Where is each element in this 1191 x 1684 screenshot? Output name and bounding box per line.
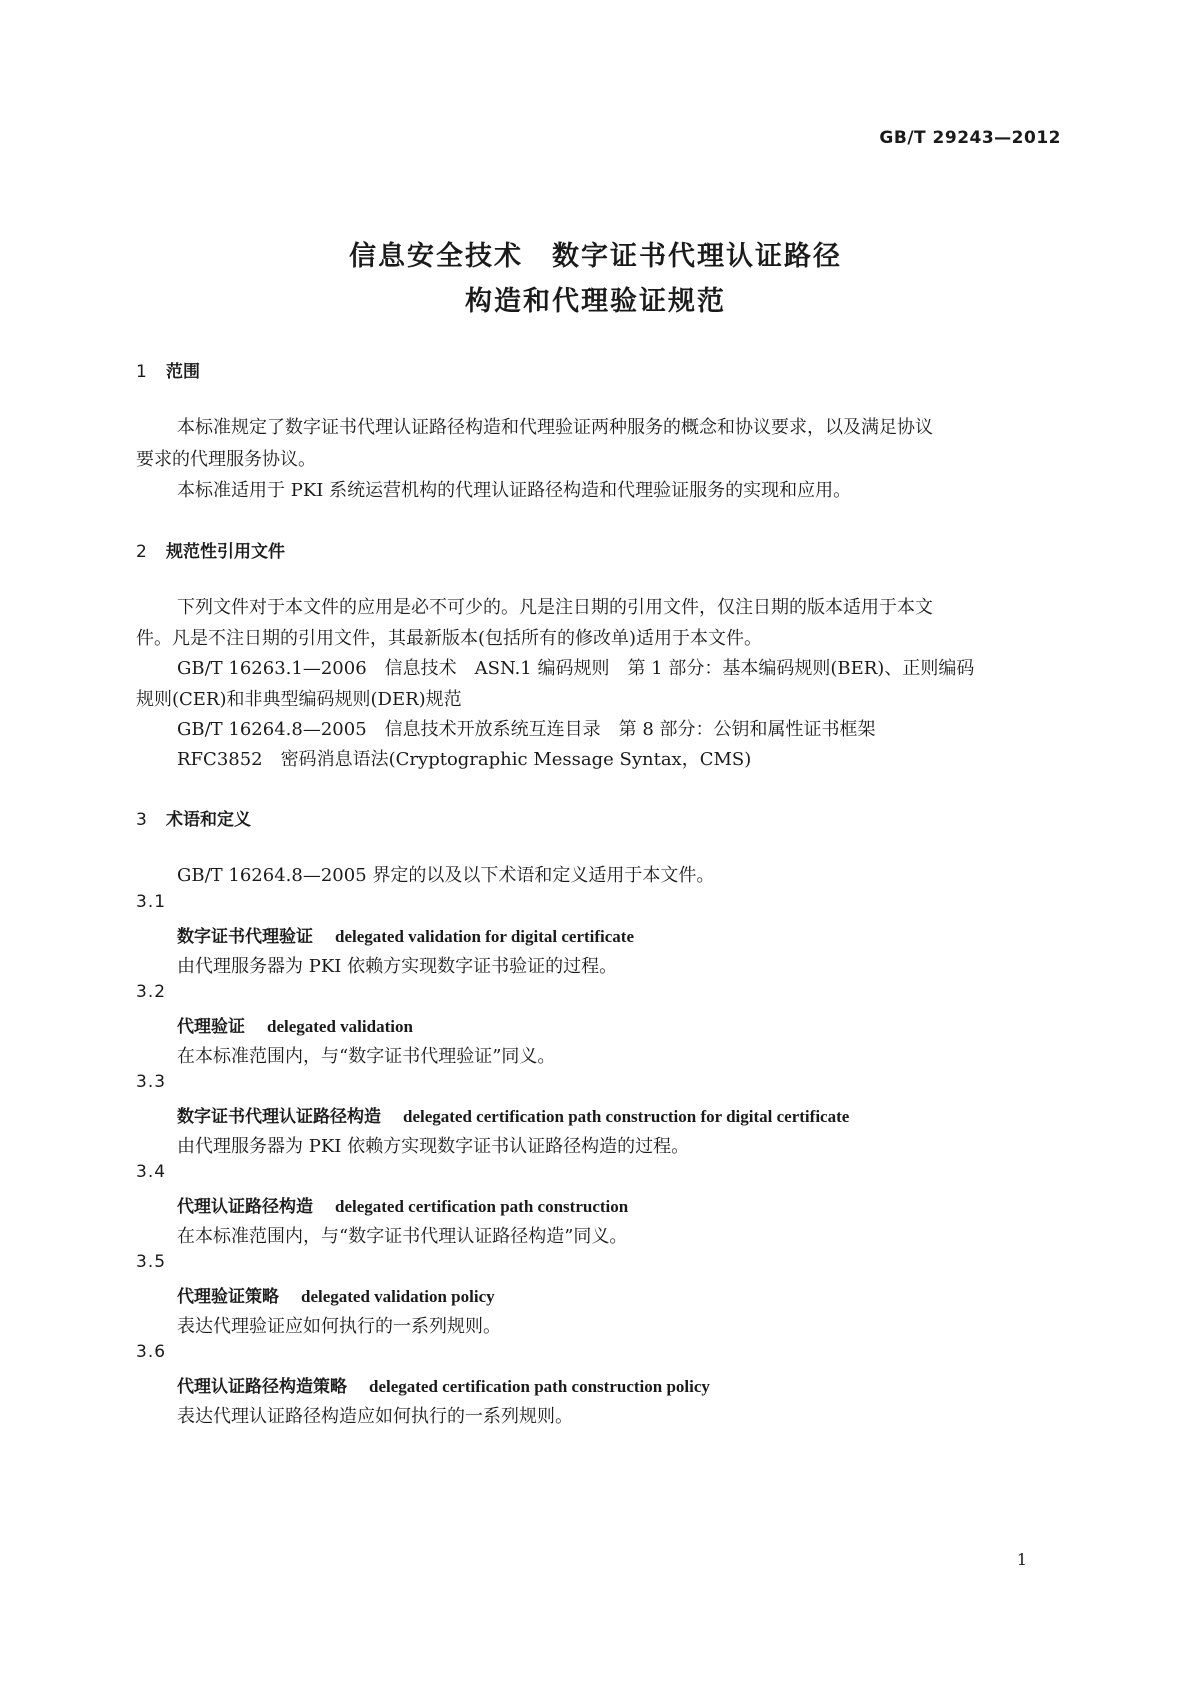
term-zh: 数字证书代理验证 — [177, 927, 313, 947]
term-definition: 表达代理认证路径构造应如何执行的一系列规则。 — [177, 1406, 573, 1427]
reference-item-continued: 规则(CER)和非典型编码规则(DER)规范 — [136, 689, 462, 710]
term-zh: 代理认证路径构造 — [177, 1197, 313, 1217]
term-definition: 由代理服务器为 PKI 依赖方实现数字证书认证路径构造的过程。 — [177, 1136, 690, 1157]
document-title-line1: 信息安全技术 数字证书代理认证路径 — [349, 241, 842, 272]
document-title-line2: 构造和代理验证规范 — [465, 286, 726, 317]
reference-item: GB/T 16263.1—2006 信息技术 ASN.1 编码规则 第 1 部分：基本编码规则(BER)、正则编码 — [177, 658, 975, 679]
term-entry — [177, 1282, 495, 1307]
paragraph: 件。凡是不注日期的引用文件，其最新版本(包括所有的修改单)适用于本文件。 — [136, 628, 763, 649]
section-2-heading — [136, 537, 285, 562]
term-entry — [177, 1012, 413, 1037]
term-en: delegated certification path construction — [335, 1197, 629, 1216]
section-number: 2 — [136, 542, 147, 562]
page-number: 1 — [1016, 1550, 1027, 1569]
section-number: 3 — [136, 810, 147, 830]
term-number: 3.4 — [136, 1162, 167, 1182]
term-entry — [177, 922, 634, 947]
section-number: 1 — [136, 362, 147, 382]
term-en: delegated validation — [267, 1017, 413, 1036]
term-entry — [177, 1192, 628, 1217]
term-number: 3.2 — [136, 982, 167, 1002]
term-en: delegated validation for digital certificate — [335, 927, 635, 946]
section-3-heading — [136, 805, 251, 830]
term-en: delegated validation policy — [301, 1287, 495, 1306]
paragraph: 本标准适用于 PKI 系统运营机构的代理认证路径构造和代理验证服务的实现和应用。 — [177, 480, 852, 501]
paragraph: GB/T 16264.8—2005 界定的以及以下术语和定义适用于本文件。 — [177, 865, 715, 886]
paragraph: 要求的代理服务协议。 — [136, 449, 316, 470]
paragraph: 下列文件对于本文件的应用是必不可少的。凡是注日期的引用文件，仅注日期的版本适用于本文 — [177, 597, 933, 618]
section-title: 范围 — [166, 362, 200, 382]
term-definition: 表达代理验证应如何执行的一系列规则。 — [177, 1316, 501, 1337]
term-en: delegated certification path construction policy — [369, 1377, 710, 1396]
term-number: 3.6 — [136, 1342, 167, 1362]
term-zh: 代理验证策略 — [177, 1287, 279, 1307]
reference-item: GB/T 16264.8—2005 信息技术开放系统互连目录 第 8 部分：公钥和属性证书框架 — [177, 719, 876, 740]
term-en: delegated certification path construction for digital certificate — [403, 1107, 850, 1126]
term-definition: 由代理服务器为 PKI 依赖方实现数字证书验证的过程。 — [177, 956, 618, 977]
term-definition: 在本标准范围内，与“数字证书代理认证路径构造”同义。 — [177, 1226, 628, 1247]
standard-code: GB/T 29243—2012 — [879, 128, 1061, 148]
term-number: 3.1 — [136, 892, 167, 912]
section-title: 规范性引用文件 — [166, 542, 285, 562]
paragraph: 本标准规定了数字证书代理认证路径构造和代理验证两种服务的概念和协议要求，以及满足协议 — [177, 417, 933, 438]
term-entry — [177, 1102, 849, 1127]
term-zh: 数字证书代理认证路径构造 — [177, 1107, 381, 1127]
term-zh: 代理认证路径构造策略 — [177, 1377, 347, 1397]
term-number: 3.3 — [136, 1072, 167, 1092]
section-1-heading — [136, 357, 200, 382]
term-number: 3.5 — [136, 1252, 167, 1272]
term-zh: 代理验证 — [177, 1017, 245, 1037]
section-title: 术语和定义 — [166, 810, 251, 830]
reference-item: RFC3852 密码消息语法(Cryptographic Message Syntax，CMS) — [177, 749, 752, 770]
term-definition: 在本标准范围内，与“数字证书代理验证”同义。 — [177, 1046, 556, 1067]
term-entry — [177, 1372, 710, 1397]
